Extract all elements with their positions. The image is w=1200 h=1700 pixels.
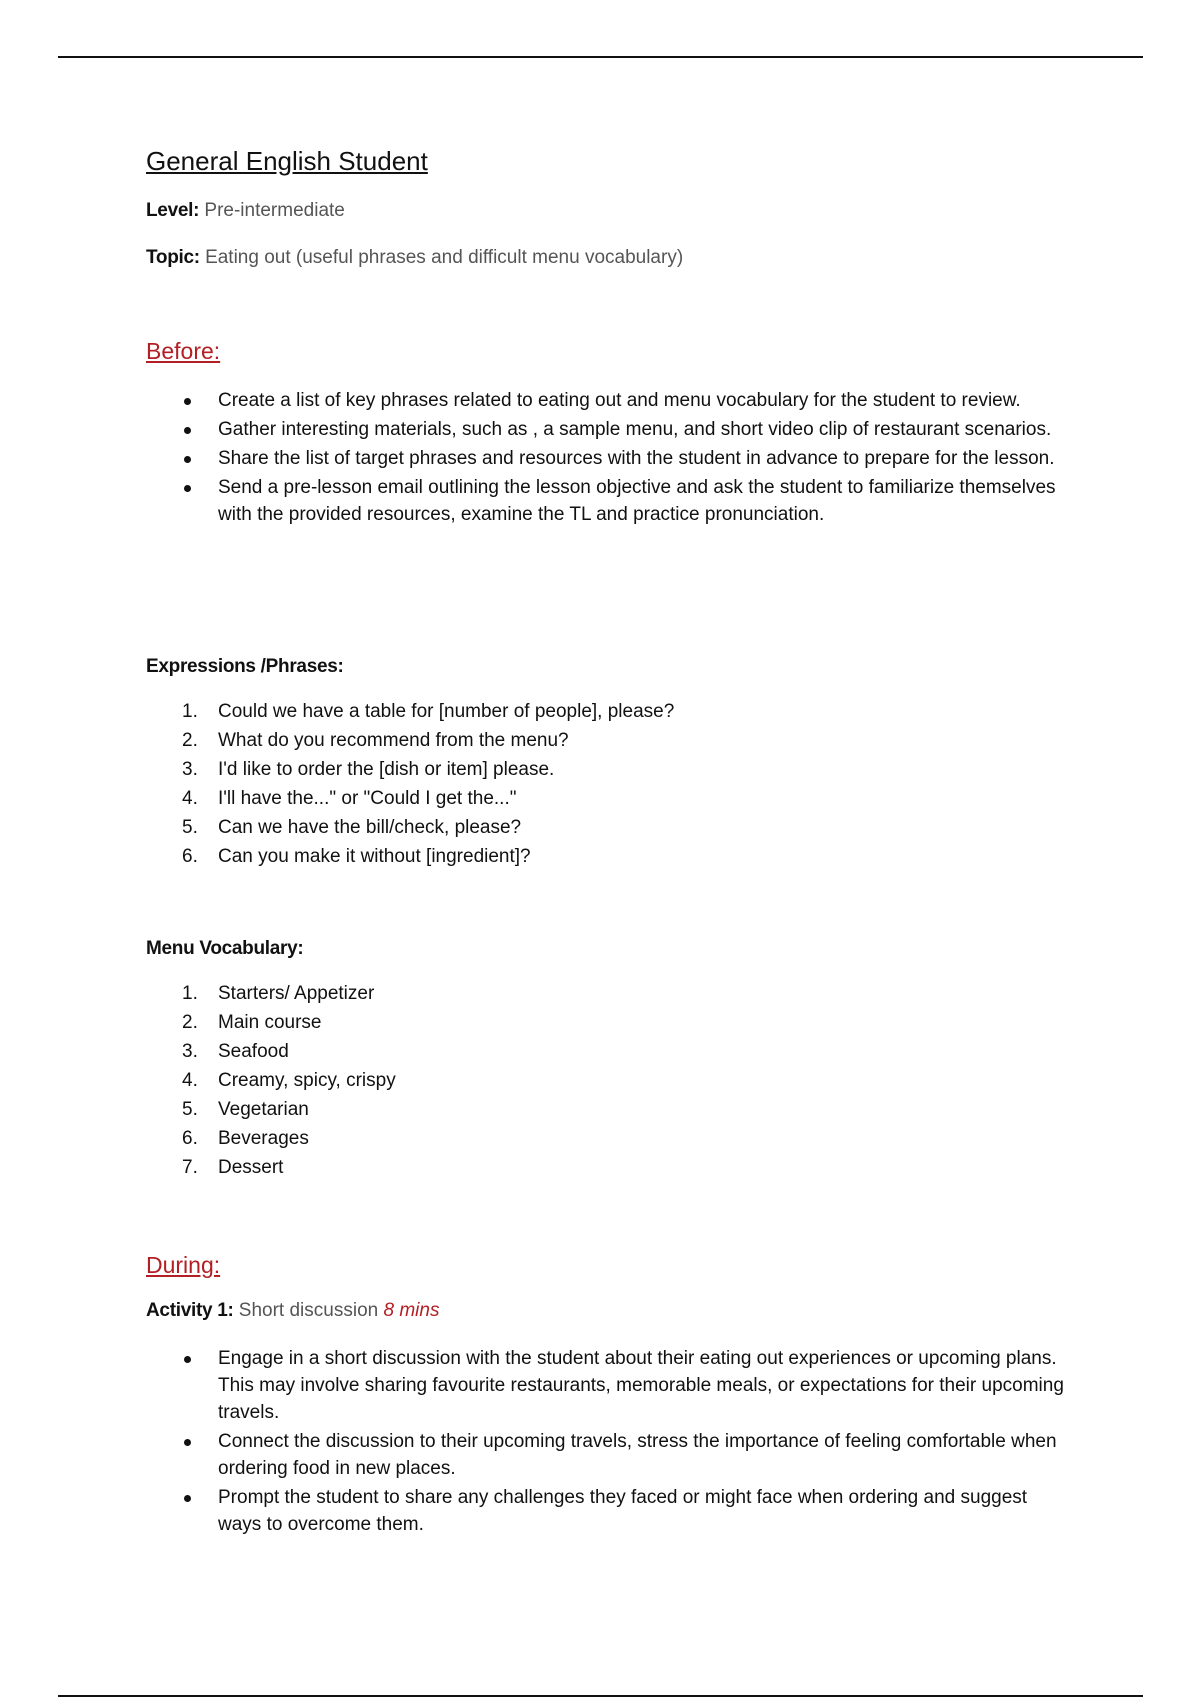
activity-1-bullet-list <box>146 1345 1066 1540</box>
vocab-item <box>146 1095 1046 1124</box>
item-text: Seafood <box>218 1041 289 1062</box>
item-text: I'll have the..." or "Could I get the..." <box>218 788 517 809</box>
activity-1-line <box>146 1300 439 1322</box>
level-value: Pre-intermediate <box>204 200 345 221</box>
item-number: 6. <box>182 1128 198 1149</box>
item-number: 2. <box>182 730 198 751</box>
topic-label: Topic: <box>146 247 200 268</box>
before-heading: Before: <box>146 338 221 364</box>
expressions-heading: Expressions /Phrases: <box>146 656 344 677</box>
expression-item <box>146 755 1046 784</box>
item-text: Can we have the bill/check, please? <box>218 817 522 838</box>
vocab-item <box>146 1008 1046 1037</box>
item-text: Creamy, spicy, crispy <box>218 1070 396 1091</box>
item-number: 6. <box>182 846 198 867</box>
item-text: Beverages <box>218 1128 309 1149</box>
item-text: What do you recommend from the menu? <box>218 730 569 751</box>
vocab-item <box>146 1153 1046 1182</box>
item-text: Can you make it without [ingredient]? <box>218 846 531 867</box>
top-rule <box>58 56 1143 58</box>
before-bullet: Gather interesting materials, such as , a sample menu, and short video clip of restaurant scenarios. <box>146 416 1066 443</box>
item-number: 3. <box>182 759 198 780</box>
item-text: I'd like to order the [dish or item] please. <box>218 759 555 780</box>
level-label: Level: <box>146 200 200 221</box>
item-number: 5. <box>182 1099 198 1120</box>
activity-bullet: Connect the discussion to their upcoming travels, stress the importance of feeling comfortable when ordering food in new places. <box>146 1428 1066 1482</box>
topic-line <box>146 247 683 269</box>
activity-time: 8 mins <box>383 1300 440 1321</box>
expression-item <box>146 726 1046 755</box>
activity-bullet: Engage in a short discussion with the student about their eating out experiences or upcoming plans. This may involve sharing favourite restaurants, memorable meals, or expectations for their upcoming travels. <box>146 1345 1066 1426</box>
item-number: 3. <box>182 1041 198 1062</box>
item-number: 4. <box>182 1070 198 1091</box>
menu-vocabulary-list <box>146 979 1046 1182</box>
vocab-item <box>146 1066 1046 1095</box>
item-number: 5. <box>182 817 198 838</box>
during-heading: During: <box>146 1252 221 1278</box>
item-number: 2. <box>182 1012 198 1033</box>
before-bullet-list <box>146 387 1066 530</box>
activity-label: Activity 1: <box>146 1300 234 1321</box>
menu-vocabulary-heading: Menu Vocabulary: <box>146 938 304 959</box>
item-number: 4. <box>182 788 198 809</box>
expression-item <box>146 697 1046 726</box>
before-bullet: Send a pre-lesson email outlining the lesson objective and ask the student to familiarize themselves with the provided resources, examine the TL and practice pronunciation. <box>146 474 1066 528</box>
expression-item <box>146 784 1046 813</box>
level-line <box>146 200 345 222</box>
activity-bullet: Prompt the student to share any challenges they faced or might face when ordering and suggest ways to overcome them. <box>146 1484 1066 1538</box>
item-text: Starters/ Appetizer <box>218 983 375 1004</box>
bottom-rule <box>58 1695 1143 1697</box>
vocab-item <box>146 1037 1046 1066</box>
activity-name: Short discussion <box>238 1300 379 1321</box>
expression-item <box>146 813 1046 842</box>
item-number: 7. <box>182 1157 198 1178</box>
expressions-list <box>146 697 1046 871</box>
vocab-item <box>146 979 1046 1008</box>
before-bullet: Share the list of target phrases and resources with the student in advance to prepare for the lesson. <box>146 445 1066 472</box>
expression-item <box>146 842 1046 871</box>
item-text: Vegetarian <box>218 1099 309 1120</box>
before-bullet: Create a list of key phrases related to eating out and menu vocabulary for the student to review. <box>146 387 1066 414</box>
item-number: 1. <box>182 983 198 1004</box>
vocab-item <box>146 1124 1046 1153</box>
document-title: General English Student <box>146 146 428 176</box>
item-text: Main course <box>218 1012 322 1033</box>
item-number: 1. <box>182 701 198 722</box>
topic-value: Eating out (useful phrases and difficult menu vocabulary) <box>205 247 684 268</box>
item-text: Dessert <box>218 1157 284 1178</box>
item-text: Could we have a table for [number of people], please? <box>218 701 675 722</box>
